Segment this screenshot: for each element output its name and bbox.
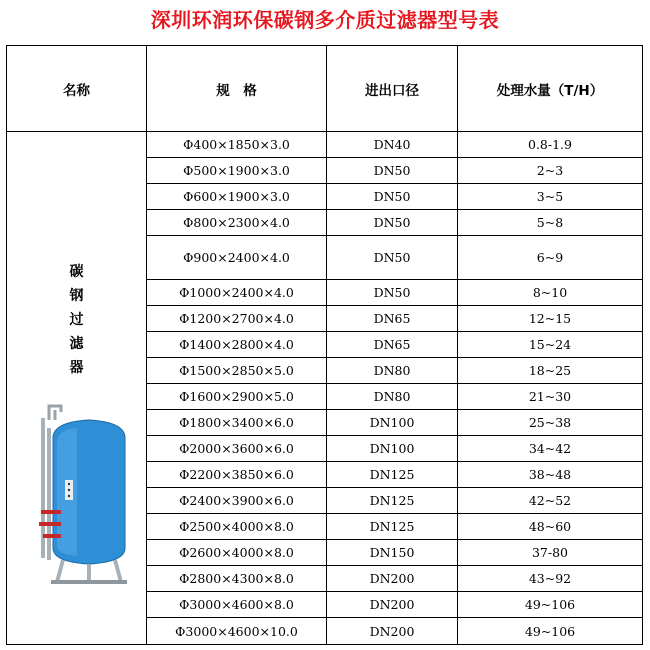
spec-cell: Φ3000×4600×8.0: [147, 592, 327, 618]
capacity-cell: 34~42: [458, 436, 643, 462]
port-cell: DN50: [327, 236, 458, 280]
capacity-cell: 8~10: [458, 280, 643, 306]
product-name-char: 器: [69, 360, 84, 376]
port-cell: DN80: [327, 384, 458, 410]
port-cell: DN200: [327, 618, 458, 645]
spec-cell: Φ3000×4600×10.0: [147, 618, 327, 645]
capacity-cell: 38~48: [458, 462, 643, 488]
port-cell: DN50: [327, 210, 458, 236]
product-name-cell: [7, 132, 147, 645]
port-cell: DN125: [327, 514, 458, 540]
spec-cell: Φ2600×4000×8.0: [147, 540, 327, 566]
header-spec: 规 格: [147, 46, 327, 132]
table-row: [7, 132, 643, 158]
header-port: 进出口径: [327, 46, 458, 132]
port-cell: DN50: [327, 184, 458, 210]
capacity-cell: 3~5: [458, 184, 643, 210]
capacity-cell: 49~106: [458, 618, 643, 645]
product-name-char: 碳: [69, 264, 84, 280]
capacity-cell: 2~3: [458, 158, 643, 184]
spec-cell: Φ2000×3600×6.0: [147, 436, 327, 462]
spec-cell: Φ2800×4300×8.0: [147, 566, 327, 592]
spec-cell: Φ500×1900×3.0: [147, 158, 327, 184]
spec-cell: Φ1600×2900×5.0: [147, 384, 327, 410]
spec-cell: Φ600×1900×3.0: [147, 184, 327, 210]
capacity-cell: 18~25: [458, 358, 643, 384]
capacity-cell: 48~60: [458, 514, 643, 540]
product-name-char: 滤: [69, 336, 84, 352]
spec-cell: Φ1000×2400×4.0: [147, 280, 327, 306]
capacity-cell: 12~15: [458, 306, 643, 332]
filter-tank-icon: [27, 398, 127, 588]
spec-cell: Φ1200×2700×4.0: [147, 306, 327, 332]
port-cell: DN100: [327, 436, 458, 462]
port-cell: DN80: [327, 358, 458, 384]
port-cell: DN100: [327, 410, 458, 436]
port-cell: DN50: [327, 158, 458, 184]
spec-cell: Φ1800×3400×6.0: [147, 410, 327, 436]
header-row: [7, 46, 643, 132]
header-name: 名称: [7, 46, 147, 132]
capacity-cell: 42~52: [458, 488, 643, 514]
product-name-vertical: [7, 260, 146, 380]
capacity-cell: 5~8: [458, 210, 643, 236]
port-cell: DN40: [327, 132, 458, 158]
port-cell: DN125: [327, 462, 458, 488]
spec-table: [6, 45, 643, 645]
spec-cell: Φ900×2400×4.0: [147, 236, 327, 280]
port-cell: DN200: [327, 566, 458, 592]
port-cell: DN65: [327, 332, 458, 358]
product-name-char: 过: [69, 312, 84, 328]
spec-cell: Φ2200×3850×6.0: [147, 462, 327, 488]
capacity-cell: 49~106: [458, 592, 643, 618]
capacity-cell: 0.8-1.9: [458, 132, 643, 158]
header-capacity: 处理水量（T/H）: [458, 46, 643, 132]
capacity-cell: 15~24: [458, 332, 643, 358]
port-cell: DN65: [327, 306, 458, 332]
port-cell: DN50: [327, 280, 458, 306]
capacity-cell: 25~38: [458, 410, 643, 436]
page-title: 深圳环润环保碳钢多介质过滤器型号表: [150, 8, 500, 32]
spec-cell: Φ1400×2800×4.0: [147, 332, 327, 358]
spec-cell: Φ1500×2850×5.0: [147, 358, 327, 384]
spec-cell: Φ800×2300×4.0: [147, 210, 327, 236]
product-name-char: 钢: [69, 288, 84, 304]
port-cell: DN200: [327, 592, 458, 618]
spec-cell: Φ2500×4000×8.0: [147, 514, 327, 540]
capacity-cell: 21~30: [458, 384, 643, 410]
capacity-cell: 37-80: [458, 540, 643, 566]
capacity-cell: 43~92: [458, 566, 643, 592]
spec-cell: Φ400×1850×3.0: [147, 132, 327, 158]
spec-table-body: [7, 132, 643, 645]
port-cell: DN150: [327, 540, 458, 566]
spec-cell: Φ2400×3900×6.0: [147, 488, 327, 514]
port-cell: DN125: [327, 488, 458, 514]
capacity-cell: 6~9: [458, 236, 643, 280]
